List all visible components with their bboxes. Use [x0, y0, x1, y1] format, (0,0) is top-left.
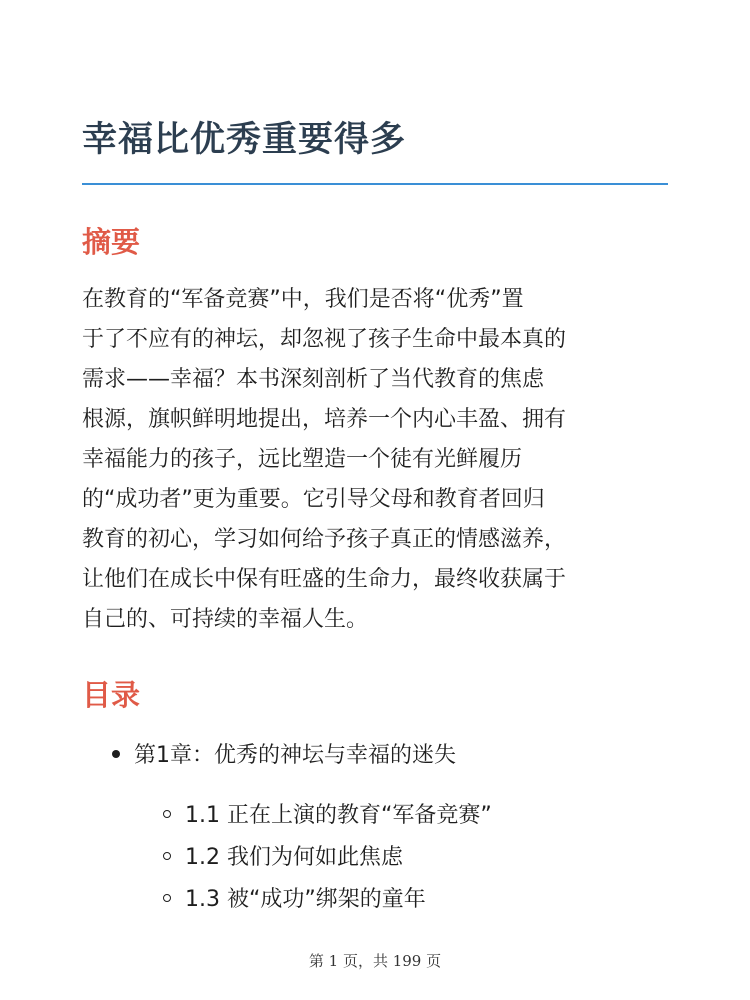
- toc-chapter-label: 第1章：优秀的神坛与幸福的迷失: [134, 743, 456, 768]
- abstract-line: 教育的初心，学习如何给予孩子真正的情感滋养，: [82, 527, 567, 552]
- title-divider: [82, 183, 668, 185]
- hollow-bullet-icon: [163, 810, 171, 818]
- page-footer: 第 1 页，共 199 页: [308, 952, 442, 970]
- abstract-heading: 摘要: [82, 225, 141, 259]
- filled-bullet-icon: [112, 750, 120, 758]
- toc-section-label: 1.3 被“成功”绑架的童年: [185, 887, 426, 912]
- abstract-line: 幸福能力的孩子，远比塑造一个徒有光鲜履历: [82, 447, 523, 472]
- abstract-line: 让他们在成长中保有旺盛的生命力，最终收获属于: [82, 567, 567, 592]
- document-title: 幸福比优秀重要得多: [82, 120, 407, 160]
- abstract-line: 根源，旗帜鲜明地提出，培养一个内心丰盈、拥有: [82, 407, 567, 432]
- hollow-bullet-icon: [163, 894, 171, 902]
- toc-section-label: 1.1 正在上演的教育“军备竞赛”: [185, 803, 492, 828]
- abstract-line: 自己的、可持续的幸福人生。: [82, 607, 369, 632]
- toc-section-item[interactable]: [163, 838, 403, 878]
- abstract-line: 在教育的“军备竞赛”中，我们是否将“优秀”置: [82, 287, 524, 312]
- toc-section-label: 1.2 我们为何如此焦虑: [185, 845, 403, 870]
- abstract-body: [82, 280, 682, 640]
- hollow-bullet-icon: [163, 852, 171, 860]
- toc-section-item[interactable]: [163, 796, 492, 836]
- abstract-line: 需求——幸福？本书深刻剖析了当代教育的焦虑: [82, 367, 545, 392]
- toc-chapter-item[interactable]: [112, 736, 456, 776]
- abstract-line: 的“成功者”更为重要。它引导父母和教育者回归: [82, 487, 545, 512]
- toc-heading: 目录: [82, 678, 141, 712]
- toc-section-item[interactable]: [163, 880, 426, 920]
- abstract-line: 于了不应有的神坛，却忽视了孩子生命中最本真的: [82, 327, 567, 352]
